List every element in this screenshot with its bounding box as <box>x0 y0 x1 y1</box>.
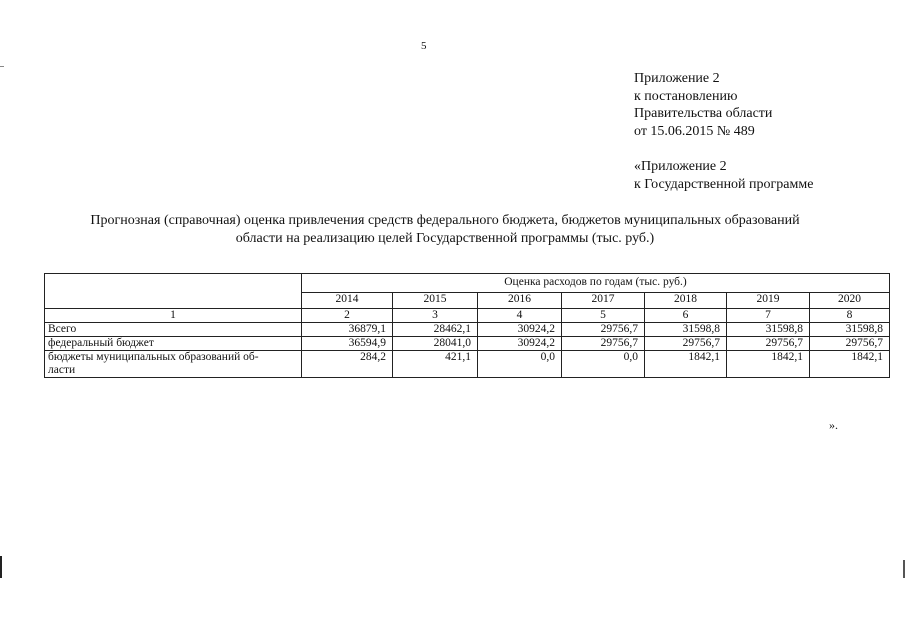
table-group-header: Оценка расходов по годам (тыс. руб.) <box>302 274 890 293</box>
year-header: 2017 <box>562 293 645 309</box>
table-row <box>45 337 890 351</box>
table-cell: 29756,7 <box>810 337 890 351</box>
table-cell: 30924,2 <box>478 323 562 337</box>
year-header: 2019 <box>727 293 810 309</box>
appendix-line: «Приложение 2 <box>634 159 727 174</box>
table-cell: 29756,7 <box>727 337 810 351</box>
column-number: 1 <box>45 309 302 323</box>
title-line: Прогнозная (справочная) оценка привлечения средств федерального бюджета, бюджетов муниципальных образований <box>90 213 800 228</box>
column-number: 6 <box>645 309 727 323</box>
table-cell: 31598,8 <box>727 323 810 337</box>
table-header-empty <box>45 274 302 309</box>
column-number: 4 <box>478 309 562 323</box>
table-cell: 31598,8 <box>645 323 727 337</box>
year-header: 2018 <box>645 293 727 309</box>
row-label: федеральный бюджет <box>45 337 302 351</box>
table-cell: 36594,9 <box>302 337 393 351</box>
row-label <box>45 351 302 378</box>
table-cell: 1842,1 <box>645 351 727 378</box>
column-number: 7 <box>727 309 810 323</box>
table-row <box>45 351 890 378</box>
year-header: 2016 <box>478 293 562 309</box>
closing-quote: ». <box>829 418 838 432</box>
document-title <box>40 212 850 248</box>
title-line: области на реализацию целей Государственной программы (тыс. руб.) <box>235 231 655 246</box>
table-cell: 1842,1 <box>810 351 890 378</box>
column-number: 3 <box>393 309 478 323</box>
table-row <box>45 323 890 337</box>
table-cell: 0,0 <box>478 351 562 378</box>
scan-margin-mark-left <box>0 556 2 578</box>
column-number: 5 <box>562 309 645 323</box>
page-number: 5 <box>421 40 427 52</box>
year-header: 2020 <box>810 293 890 309</box>
appendix-gap <box>634 140 813 158</box>
table-cell: 31598,8 <box>810 323 890 337</box>
appendix-line: к постановлению <box>634 88 738 104</box>
table-cell: 29756,7 <box>562 337 645 351</box>
column-number: 2 <box>302 309 393 323</box>
table-cell: 36879,1 <box>302 323 393 337</box>
column-number: 8 <box>810 309 890 323</box>
appendix-line: Правительства области <box>634 106 773 121</box>
appendix-block <box>634 70 813 193</box>
appendix-line: от 15.06.2015 № 489 <box>634 123 755 139</box>
table-cell: 1842,1 <box>727 351 810 378</box>
appendix-line: к Государственной программе <box>634 176 814 192</box>
scan-margin-tick <box>0 66 4 67</box>
year-header: 2015 <box>393 293 478 309</box>
table-header-row <box>45 274 890 293</box>
row-label-line: ласти <box>48 364 76 376</box>
table-cell: 29756,7 <box>645 337 727 351</box>
row-label: Всего <box>45 323 302 337</box>
table-cell: 30924,2 <box>478 337 562 351</box>
table-cell: 421,1 <box>393 351 478 378</box>
table-cell: 284,2 <box>302 351 393 378</box>
year-header: 2014 <box>302 293 393 309</box>
table-cell: 28041,0 <box>393 337 478 351</box>
appendix-line: Приложение 2 <box>634 71 720 86</box>
table-cell: 28462,1 <box>393 323 478 337</box>
table-cell: 29756,7 <box>562 323 645 337</box>
row-label-line: бюджеты муниципальных образований об- <box>48 351 259 363</box>
table-cell: 0,0 <box>562 351 645 378</box>
table-column-numbers-row <box>45 309 890 323</box>
budget-table <box>44 273 890 378</box>
